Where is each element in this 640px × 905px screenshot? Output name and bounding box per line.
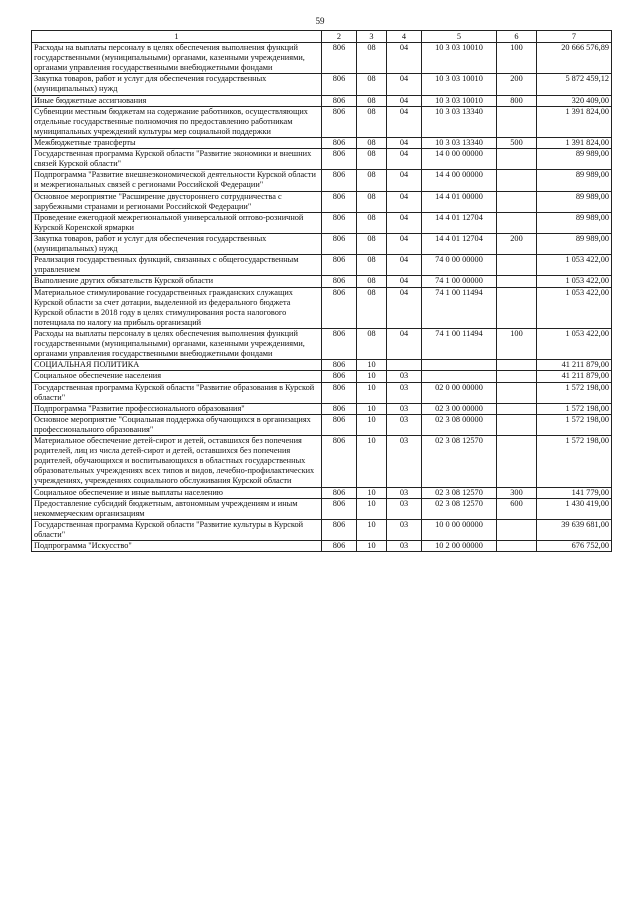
row-code-subsection: 04 bbox=[387, 287, 422, 328]
row-code-subsection bbox=[387, 360, 422, 371]
row-code-expense-type bbox=[497, 541, 537, 552]
row-code-admin: 806 bbox=[322, 191, 357, 212]
row-name: Государственная программа Курской области "Развитие культуры в Курской области" bbox=[32, 519, 322, 540]
row-name: Расходы на выплаты персоналу в целях обеспечения выполнения функций государственными (муниципальными) органами, казенными учреждениями, органами управления государственными внебюджетными фондами bbox=[32, 43, 322, 74]
row-amount: 1 053 422,00 bbox=[537, 328, 612, 359]
row-code-subsection: 04 bbox=[387, 328, 422, 359]
row-code-admin: 806 bbox=[322, 255, 357, 276]
row-code-section: 10 bbox=[357, 360, 387, 371]
row-amount: 89 989,00 bbox=[537, 191, 612, 212]
row-code-section: 08 bbox=[357, 170, 387, 191]
table-row bbox=[32, 191, 612, 212]
row-code-subsection: 04 bbox=[387, 233, 422, 254]
row-code-section: 08 bbox=[357, 328, 387, 359]
row-amount: 20 666 576,89 bbox=[537, 43, 612, 74]
row-code-expense-type bbox=[497, 382, 537, 403]
row-code-expense-type bbox=[497, 255, 537, 276]
row-amount: 1 053 422,00 bbox=[537, 287, 612, 328]
row-amount: 1 572 198,00 bbox=[537, 436, 612, 488]
row-code-section: 10 bbox=[357, 519, 387, 540]
row-code-subsection: 04 bbox=[387, 212, 422, 233]
table-row bbox=[32, 95, 612, 106]
row-name: СОЦИАЛЬНАЯ ПОЛИТИКА bbox=[32, 360, 322, 371]
table-row bbox=[32, 74, 612, 95]
row-code-target: 10 0 00 00000 bbox=[422, 519, 497, 540]
row-code-target bbox=[422, 360, 497, 371]
table-row bbox=[32, 487, 612, 498]
row-code-target: 10 3 03 10010 bbox=[422, 95, 497, 106]
table-row bbox=[32, 212, 612, 233]
row-amount: 41 211 879,00 bbox=[537, 371, 612, 382]
row-code-subsection: 04 bbox=[387, 137, 422, 148]
row-code-target: 02 3 08 12570 bbox=[422, 498, 497, 519]
row-name: Материальное стимулирование государственных гражданских служащих Курской области за счет дотации, выделенной из федерального бюджета Курской области в 2018 году в целях стимулирования роста налогового потенциала по налогу на прибыль организаций bbox=[32, 287, 322, 328]
row-code-expense-type: 100 bbox=[497, 328, 537, 359]
row-code-subsection: 03 bbox=[387, 487, 422, 498]
row-code-subsection: 04 bbox=[387, 95, 422, 106]
table-row bbox=[32, 436, 612, 488]
table-row bbox=[32, 233, 612, 254]
row-code-section: 08 bbox=[357, 233, 387, 254]
row-code-section: 10 bbox=[357, 436, 387, 488]
row-code-expense-type bbox=[497, 106, 537, 137]
row-amount: 1 572 198,00 bbox=[537, 403, 612, 414]
row-code-admin: 806 bbox=[322, 170, 357, 191]
row-code-expense-type bbox=[497, 436, 537, 488]
row-code-expense-type bbox=[497, 149, 537, 170]
row-code-expense-type: 600 bbox=[497, 498, 537, 519]
row-code-target: 02 3 08 12570 bbox=[422, 436, 497, 488]
row-code-subsection: 04 bbox=[387, 191, 422, 212]
row-name: Выполнение других обязательств Курской области bbox=[32, 276, 322, 287]
table-row bbox=[32, 498, 612, 519]
row-code-section: 08 bbox=[357, 74, 387, 95]
row-code-section: 10 bbox=[357, 371, 387, 382]
row-amount: 1 572 198,00 bbox=[537, 414, 612, 435]
table-row bbox=[32, 137, 612, 148]
row-code-admin: 806 bbox=[322, 287, 357, 328]
row-code-subsection: 03 bbox=[387, 382, 422, 403]
table-row bbox=[32, 541, 612, 552]
row-amount: 41 211 879,00 bbox=[537, 360, 612, 371]
row-code-target: 74 1 00 11494 bbox=[422, 328, 497, 359]
row-name: Государственная программа Курской области "Развитие образования в Курской области" bbox=[32, 382, 322, 403]
row-code-admin: 806 bbox=[322, 519, 357, 540]
row-code-admin: 806 bbox=[322, 149, 357, 170]
row-code-section: 10 bbox=[357, 498, 387, 519]
row-code-admin: 806 bbox=[322, 382, 357, 403]
budget-table bbox=[31, 30, 612, 552]
row-code-expense-type: 200 bbox=[497, 233, 537, 254]
row-code-subsection: 04 bbox=[387, 74, 422, 95]
row-code-target: 14 4 01 12704 bbox=[422, 233, 497, 254]
row-amount: 676 752,00 bbox=[537, 541, 612, 552]
row-name: Основное мероприятие "Расширение двустороннего сотрудничества с зарубежными странами и регионами Российской Федерации" bbox=[32, 191, 322, 212]
column-header: 5 bbox=[422, 31, 497, 43]
row-code-admin: 806 bbox=[322, 74, 357, 95]
row-name: Иные бюджетные ассигнования bbox=[32, 95, 322, 106]
row-code-expense-type bbox=[497, 519, 537, 540]
row-amount: 89 989,00 bbox=[537, 170, 612, 191]
row-code-target: 14 4 01 00000 bbox=[422, 191, 497, 212]
row-code-expense-type bbox=[497, 371, 537, 382]
table-row bbox=[32, 276, 612, 287]
row-name: Закупка товаров, работ и услуг для обеспечения государственных (муниципальных) нужд bbox=[32, 233, 322, 254]
row-amount: 1 430 419,00 bbox=[537, 498, 612, 519]
table-row bbox=[32, 287, 612, 328]
row-name: Проведение ежегодной межрегиональной универсальной оптово-розничной Курской Коренской ярмарки bbox=[32, 212, 322, 233]
row-code-target: 02 3 08 00000 bbox=[422, 414, 497, 435]
row-code-expense-type: 800 bbox=[497, 95, 537, 106]
row-code-section: 08 bbox=[357, 255, 387, 276]
row-name: Подпрограмма "Развитие внешнеэкономической деятельности Курской области и межрегиональных связей с регионами Российской Федерации" bbox=[32, 170, 322, 191]
row-code-expense-type bbox=[497, 360, 537, 371]
row-amount: 1 391 824,00 bbox=[537, 137, 612, 148]
row-code-subsection: 03 bbox=[387, 414, 422, 435]
row-code-expense-type bbox=[497, 403, 537, 414]
row-code-subsection: 04 bbox=[387, 149, 422, 170]
row-code-target: 10 2 00 00000 bbox=[422, 541, 497, 552]
row-code-subsection: 03 bbox=[387, 498, 422, 519]
page-number: 59 bbox=[315, 16, 325, 26]
row-code-target: 14 4 01 12704 bbox=[422, 212, 497, 233]
row-name: Материальное обеспечение детей-сирот и детей, оставшихся без попечения родителей, лиц из числа детей-сирот и детей, оставшихся без попечения родителей, обучающихся и воспитывающихся в областных государственных образовательных учреждениях всех типов и видов, лечебно-профилактических учреждениях, учреждениях социального обслуживания Курской области bbox=[32, 436, 322, 488]
row-amount: 141 779,00 bbox=[537, 487, 612, 498]
table-row bbox=[32, 255, 612, 276]
row-code-target: 10 3 03 13340 bbox=[422, 106, 497, 137]
row-code-section: 08 bbox=[357, 191, 387, 212]
row-code-target: 02 0 00 00000 bbox=[422, 382, 497, 403]
row-code-target: 14 4 00 00000 bbox=[422, 170, 497, 191]
row-code-section: 08 bbox=[357, 149, 387, 170]
row-name: Субвенции местным бюджетам на содержание работников, осуществляющих отдельные государственные полномочия по предоставлению работникам муниципальных учреждений культуры мер социальной поддержки bbox=[32, 106, 322, 137]
row-code-admin: 806 bbox=[322, 43, 357, 74]
row-name: Подпрограмма "Развитие профессионального образования" bbox=[32, 403, 322, 414]
column-header: 2 bbox=[322, 31, 357, 43]
row-name: Основное мероприятие "Социальная поддержка обучающихся в организациях профессионального образования" bbox=[32, 414, 322, 435]
row-code-section: 08 bbox=[357, 137, 387, 148]
row-code-admin: 806 bbox=[322, 541, 357, 552]
row-amount: 39 639 681,00 bbox=[537, 519, 612, 540]
row-code-subsection: 04 bbox=[387, 255, 422, 276]
row-amount: 89 989,00 bbox=[537, 233, 612, 254]
row-code-section: 10 bbox=[357, 403, 387, 414]
row-code-subsection: 04 bbox=[387, 106, 422, 137]
row-code-admin: 806 bbox=[322, 106, 357, 137]
row-code-subsection: 04 bbox=[387, 170, 422, 191]
row-amount: 1 572 198,00 bbox=[537, 382, 612, 403]
row-code-admin: 806 bbox=[322, 137, 357, 148]
row-name: Подпрограмма "Искусство" bbox=[32, 541, 322, 552]
row-code-admin: 806 bbox=[322, 212, 357, 233]
row-name: Межбюджетные трансферты bbox=[32, 137, 322, 148]
row-code-target: 14 0 00 00000 bbox=[422, 149, 497, 170]
row-code-target bbox=[422, 371, 497, 382]
row-code-expense-type: 200 bbox=[497, 74, 537, 95]
row-code-expense-type bbox=[497, 191, 537, 212]
row-code-expense-type bbox=[497, 170, 537, 191]
row-code-expense-type bbox=[497, 276, 537, 287]
row-code-section: 10 bbox=[357, 541, 387, 552]
column-header: 3 bbox=[357, 31, 387, 43]
table-header-row bbox=[32, 31, 612, 43]
row-code-expense-type: 100 bbox=[497, 43, 537, 74]
row-code-admin: 806 bbox=[322, 436, 357, 488]
table-row bbox=[32, 106, 612, 137]
row-code-target: 10 3 03 10010 bbox=[422, 74, 497, 95]
table-row bbox=[32, 43, 612, 74]
row-code-admin: 806 bbox=[322, 487, 357, 498]
row-code-admin: 806 bbox=[322, 371, 357, 382]
table-row bbox=[32, 371, 612, 382]
table-row bbox=[32, 170, 612, 191]
row-name: Социальное обеспечение и иные выплаты населению bbox=[32, 487, 322, 498]
table-row bbox=[32, 149, 612, 170]
row-name: Реализация государственных функций, связанных с общегосударственным управлением bbox=[32, 255, 322, 276]
row-code-target: 10 3 03 13340 bbox=[422, 137, 497, 148]
row-code-admin: 806 bbox=[322, 360, 357, 371]
table-row bbox=[32, 414, 612, 435]
row-code-section: 10 bbox=[357, 382, 387, 403]
row-code-expense-type: 300 bbox=[497, 487, 537, 498]
row-code-target: 10 3 03 10010 bbox=[422, 43, 497, 74]
row-code-section: 08 bbox=[357, 212, 387, 233]
row-code-subsection: 03 bbox=[387, 403, 422, 414]
table-row bbox=[32, 328, 612, 359]
column-header: 1 bbox=[32, 31, 322, 43]
row-amount: 1 053 422,00 bbox=[537, 276, 612, 287]
column-header: 7 bbox=[537, 31, 612, 43]
row-amount: 89 989,00 bbox=[537, 149, 612, 170]
row-code-subsection: 03 bbox=[387, 371, 422, 382]
row-code-section: 08 bbox=[357, 276, 387, 287]
row-code-target: 02 3 00 00000 bbox=[422, 403, 497, 414]
row-code-section: 08 bbox=[357, 106, 387, 137]
row-code-admin: 806 bbox=[322, 498, 357, 519]
row-name: Социальное обеспечение населения bbox=[32, 371, 322, 382]
row-name: Расходы на выплаты персоналу в целях обеспечения выполнения функций государственными (муниципальными) органами, казенными учреждениями, органами управления государственными внебюджетными фондами bbox=[32, 328, 322, 359]
row-amount: 320 409,00 bbox=[537, 95, 612, 106]
column-header: 6 bbox=[497, 31, 537, 43]
row-code-section: 08 bbox=[357, 95, 387, 106]
row-code-target: 74 1 00 00000 bbox=[422, 276, 497, 287]
column-header: 4 bbox=[387, 31, 422, 43]
row-code-target: 74 1 00 11494 bbox=[422, 287, 497, 328]
table-row bbox=[32, 403, 612, 414]
row-code-section: 08 bbox=[357, 43, 387, 74]
row-code-expense-type bbox=[497, 287, 537, 328]
row-code-target: 74 0 00 00000 bbox=[422, 255, 497, 276]
row-code-admin: 806 bbox=[322, 233, 357, 254]
row-amount: 1 053 422,00 bbox=[537, 255, 612, 276]
row-code-target: 02 3 08 12570 bbox=[422, 487, 497, 498]
row-name: Предоставление субсидий бюджетным, автономным учреждениям и иным некоммерческим организациям bbox=[32, 498, 322, 519]
row-code-subsection: 04 bbox=[387, 43, 422, 74]
row-name: Государственная программа Курской области "Развитие экономики и внешних связей Курской области" bbox=[32, 149, 322, 170]
row-name: Закупка товаров, работ и услуг для обеспечения государственных (муниципальных) нужд bbox=[32, 74, 322, 95]
row-code-expense-type: 500 bbox=[497, 137, 537, 148]
row-code-section: 08 bbox=[357, 287, 387, 328]
row-code-expense-type bbox=[497, 212, 537, 233]
row-amount: 89 989,00 bbox=[537, 212, 612, 233]
row-code-section: 10 bbox=[357, 487, 387, 498]
table-row bbox=[32, 382, 612, 403]
row-code-admin: 806 bbox=[322, 95, 357, 106]
row-code-subsection: 03 bbox=[387, 541, 422, 552]
table-row bbox=[32, 360, 612, 371]
row-code-expense-type bbox=[497, 414, 537, 435]
row-code-subsection: 03 bbox=[387, 436, 422, 488]
row-code-section: 10 bbox=[357, 414, 387, 435]
row-code-admin: 806 bbox=[322, 328, 357, 359]
row-code-subsection: 04 bbox=[387, 276, 422, 287]
row-code-subsection: 03 bbox=[387, 519, 422, 540]
row-amount: 1 391 824,00 bbox=[537, 106, 612, 137]
row-code-admin: 806 bbox=[322, 403, 357, 414]
table-row bbox=[32, 519, 612, 540]
row-amount: 5 872 459,12 bbox=[537, 74, 612, 95]
row-code-admin: 806 bbox=[322, 414, 357, 435]
row-code-admin: 806 bbox=[322, 276, 357, 287]
